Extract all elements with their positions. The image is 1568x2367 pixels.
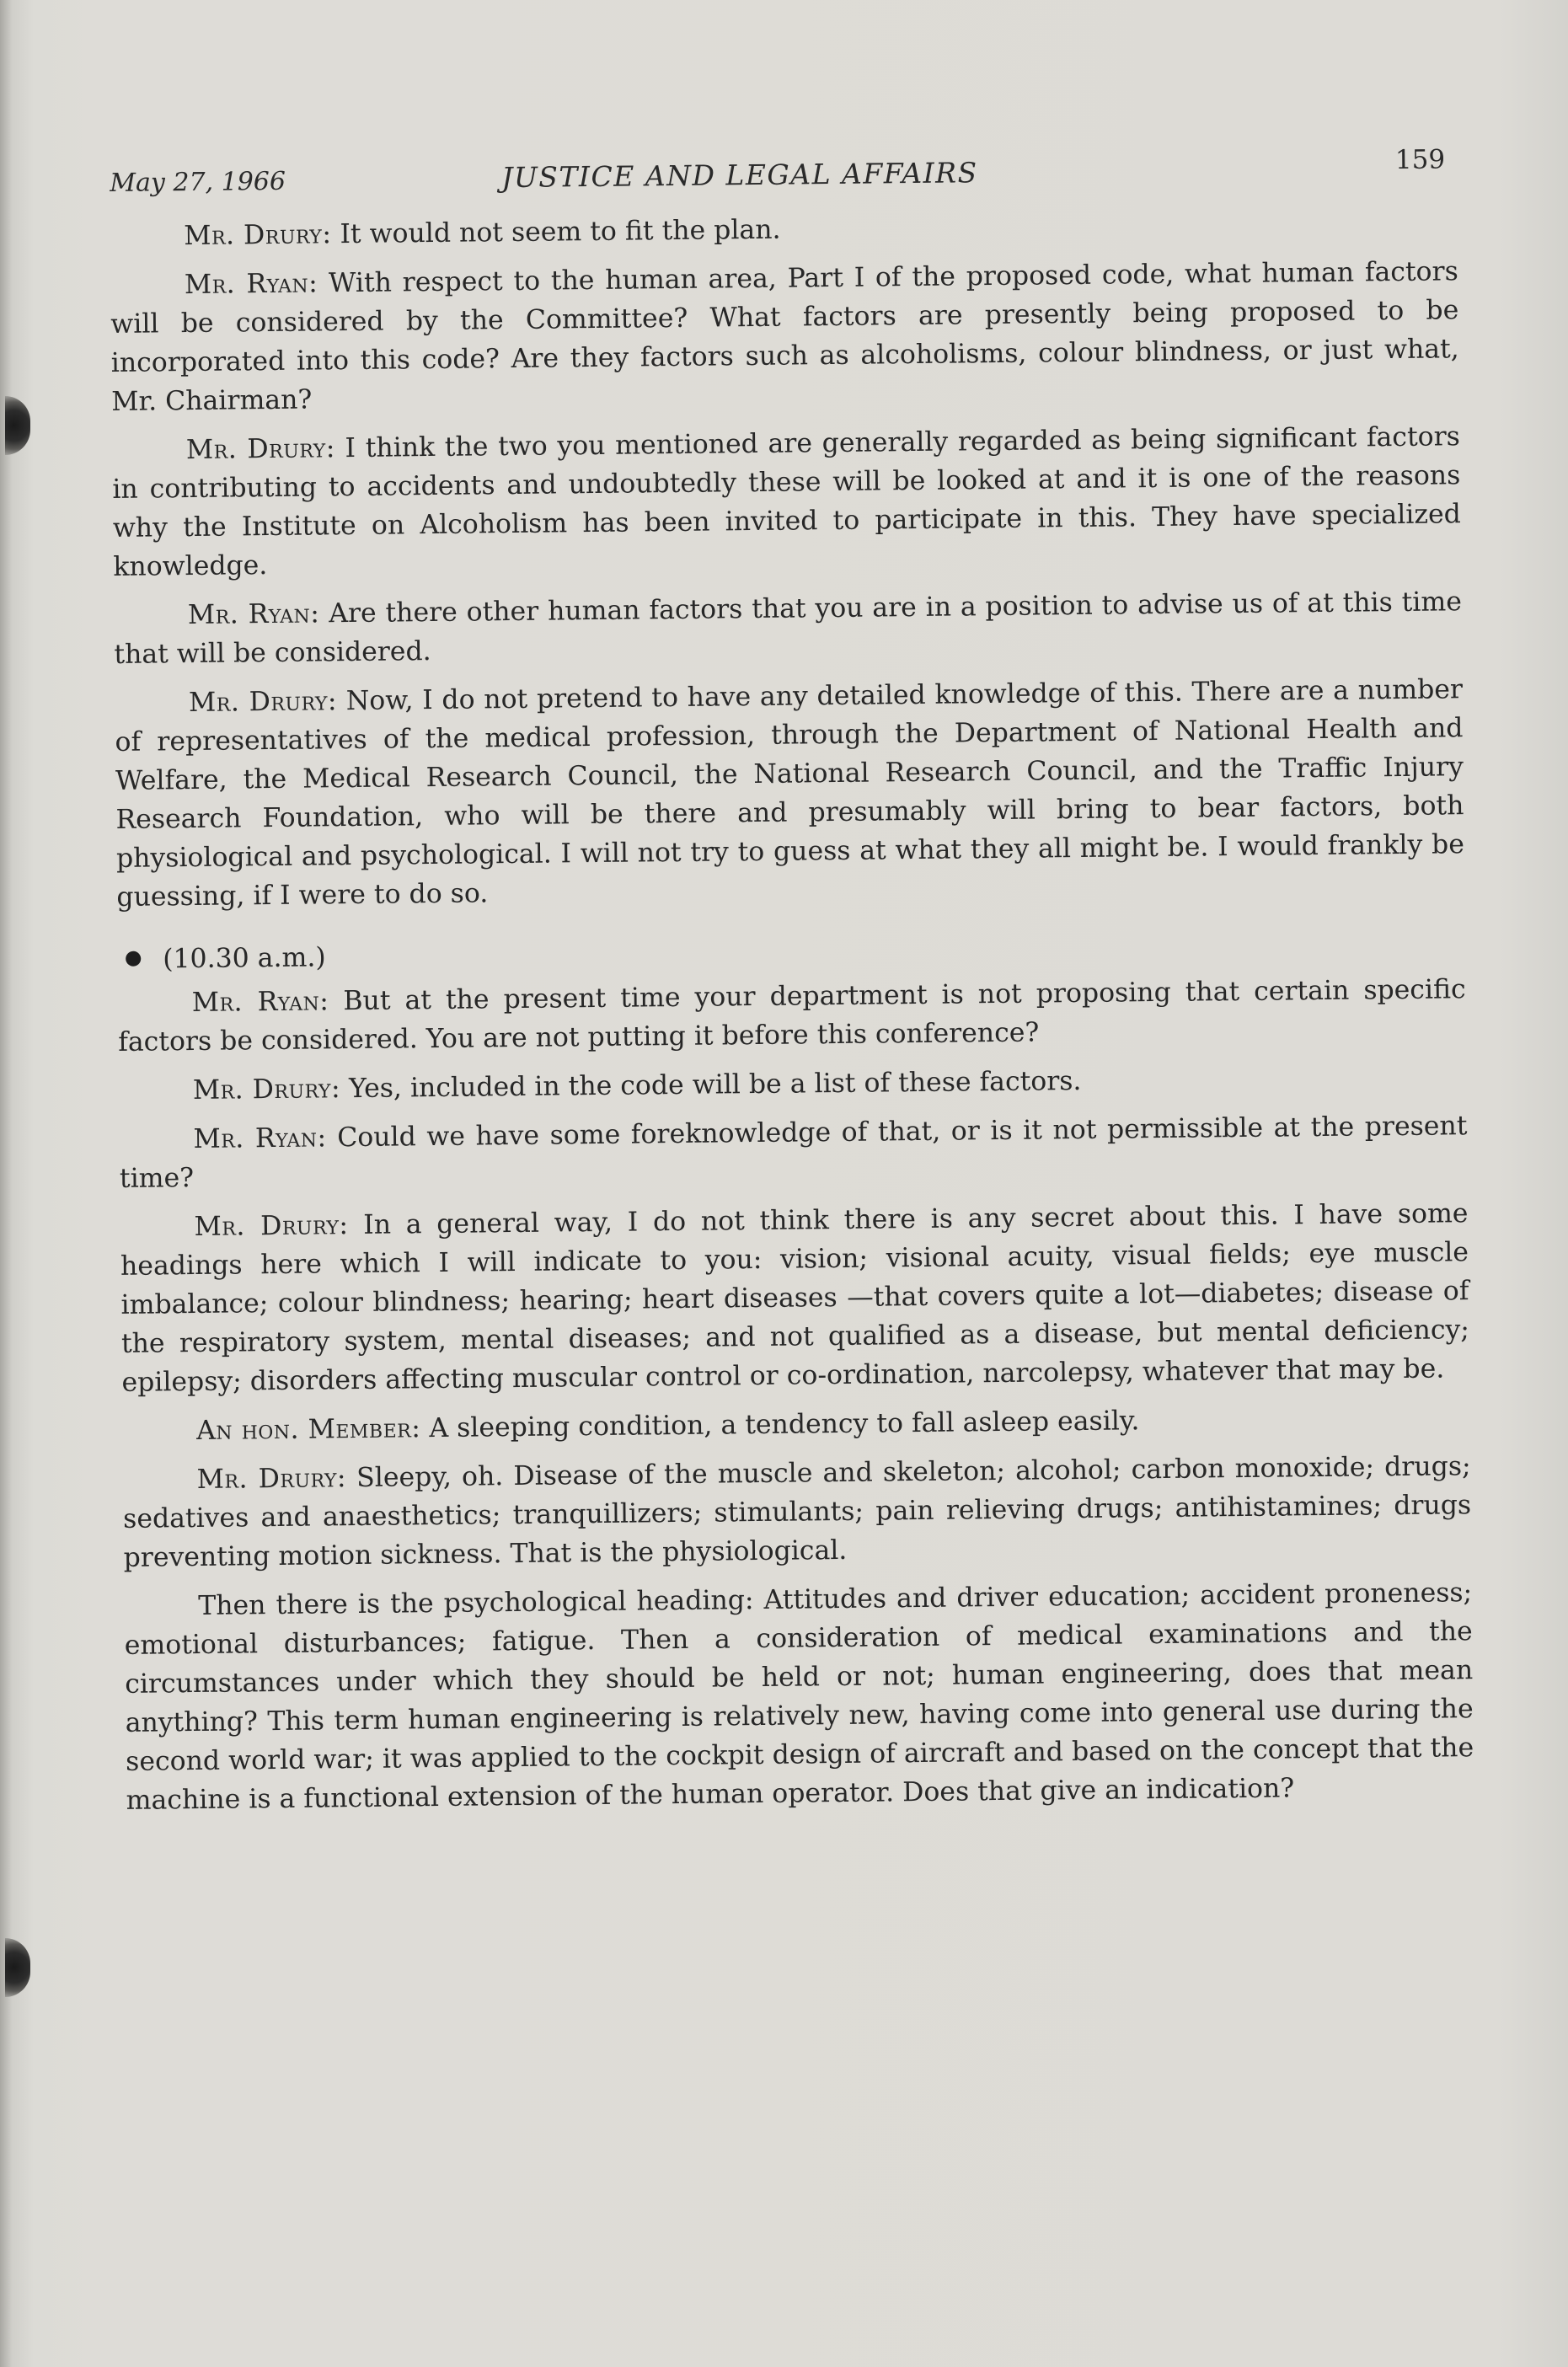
header-title: JUSTICE AND LEGAL AFFAIRS — [501, 156, 978, 195]
speaker-name: Mr. Drury: — [188, 686, 338, 719]
transcript-paragraph — [124, 1573, 1474, 1820]
binding-hole-icon — [5, 1938, 30, 1997]
transcript-body — [110, 203, 1474, 1830]
running-header — [110, 144, 1446, 209]
speaker-name: Mr. Ryan: — [191, 986, 329, 1019]
transcript-paragraph — [120, 1194, 1469, 1402]
speech-text: I think the two you mentioned are generally regarded as being significant factors in contributing to accidents and undoubtedly these will be looked at and it is one of the reasons why the Institute on Alcoholism has been invited to participate in this. They have specialized knowledge. — [112, 421, 1461, 582]
transcript-paragraph — [112, 417, 1462, 586]
speech-text: In a general way, I do not think there is any secret about this. I have some headings here which I will indicate to you: vision; visional acuity, visual fields; eye muscle imbalance; colour blindness; hearing; heart diseases —that covers quite a lot—diabetes; disease of the respiratory system, mental diseases; and not qualified as a disease, but mental deficiency; epilepsy; disorders affecting muscular control or co-ordination, narcolepsy, whatever that may be. — [120, 1198, 1470, 1398]
speaker-name: Mr. Drury: — [184, 219, 332, 252]
transcript-paragraph — [110, 203, 1458, 256]
bullet-icon — [126, 951, 141, 967]
speech-text: It would not seem to fit the plan. — [340, 214, 781, 250]
speaker-name: Mr. Drury: — [185, 433, 336, 466]
page-spine-shadow — [0, 0, 12, 2367]
speech-text: Yes, included in the code will be a list of these factors. — [348, 1065, 1082, 1105]
transcript-paragraph — [114, 582, 1463, 674]
transcript-paragraph — [119, 1058, 1467, 1111]
transcript-paragraph — [122, 1398, 1470, 1451]
speaker-name: Mr. Drury: — [192, 1074, 341, 1106]
speaker-name: An hon. Member: — [195, 1413, 421, 1446]
time-marker — [126, 926, 1465, 979]
speech-text: Are there other human factors that you are in a position to advise us of at this time that will be considered. — [114, 586, 1463, 670]
page-number: 159 — [1394, 144, 1446, 176]
header-date: May 27, 1966 — [110, 166, 286, 198]
speaker-name: Mr. Drury: — [194, 1210, 349, 1243]
speech-text: But at the present time your department is not proposing that certain specific factors be considered. You are not putting it before this conference? — [118, 974, 1466, 1058]
binding-hole-icon — [5, 396, 30, 455]
speaker-name: Mr. Ryan: — [193, 1122, 327, 1155]
transcript-paragraph — [118, 970, 1467, 1062]
speech-text: Could we have some foreknowledge of that, or is it not permissible at the present time? — [119, 1111, 1468, 1194]
speaker-name: Mr. Drury: — [196, 1463, 347, 1495]
speech-text: Now, I do not pretend to have any detailed knowledge of this. There are a number of representatives of the medical profession, through the Department of National Health and Welfare, the Medical Research Council, the National Research Council, and the Traffic Injury Research Foundation, who will be there and presumably will bring to bear factors, both physiological and psychological. I will not try to guess at what they all might be. I would frankly be guessing, if I were to do so. — [115, 674, 1465, 913]
transcript-paragraph — [115, 670, 1465, 917]
transcript-paragraph — [110, 252, 1460, 421]
speech-text: Then there is the psychological heading: Attitudes and driver education; accident proneness; emotional disturbances; fatigue. Then a consideration of medical examinations and the circumstances under which they should be held or not; human engineering, does that mean anything? This term human engineering is relatively new, having come into general use during the second world war; it was applied to the cockpit design of aircraft and based on the concept that the machine is a functional extension of the human operator. Does that give an indication? — [124, 1577, 1474, 1816]
transcript-paragraph — [119, 1106, 1468, 1198]
transcript-paragraph — [122, 1447, 1471, 1577]
time-marker-text: (10.30 a.m.) — [163, 942, 326, 975]
speaker-name: Mr. Ryan: — [184, 268, 318, 301]
speaker-name: Mr. Ryan: — [187, 598, 320, 631]
speech-text: Sleepy, oh. Disease of the muscle and skeleton; alcohol; carbon monoxide; drugs; sedatives and anaesthetics; tranquillizers; stimulants; pain relieving drugs; antihistamines; drugs preventing motion sickness. That is the physiological. — [122, 1451, 1472, 1573]
speech-text: With respect to the human area, Part I of the proposed code, what human factors will be considered by the Committee? What factors are presently being proposed to be incorporated into this code? Are they factors such as alcoholisms, colour blindness, or just what, Mr. Chairman? — [110, 256, 1459, 417]
speech-text: A sleeping condition, a tendency to fall asleep easily. — [429, 1406, 1140, 1444]
